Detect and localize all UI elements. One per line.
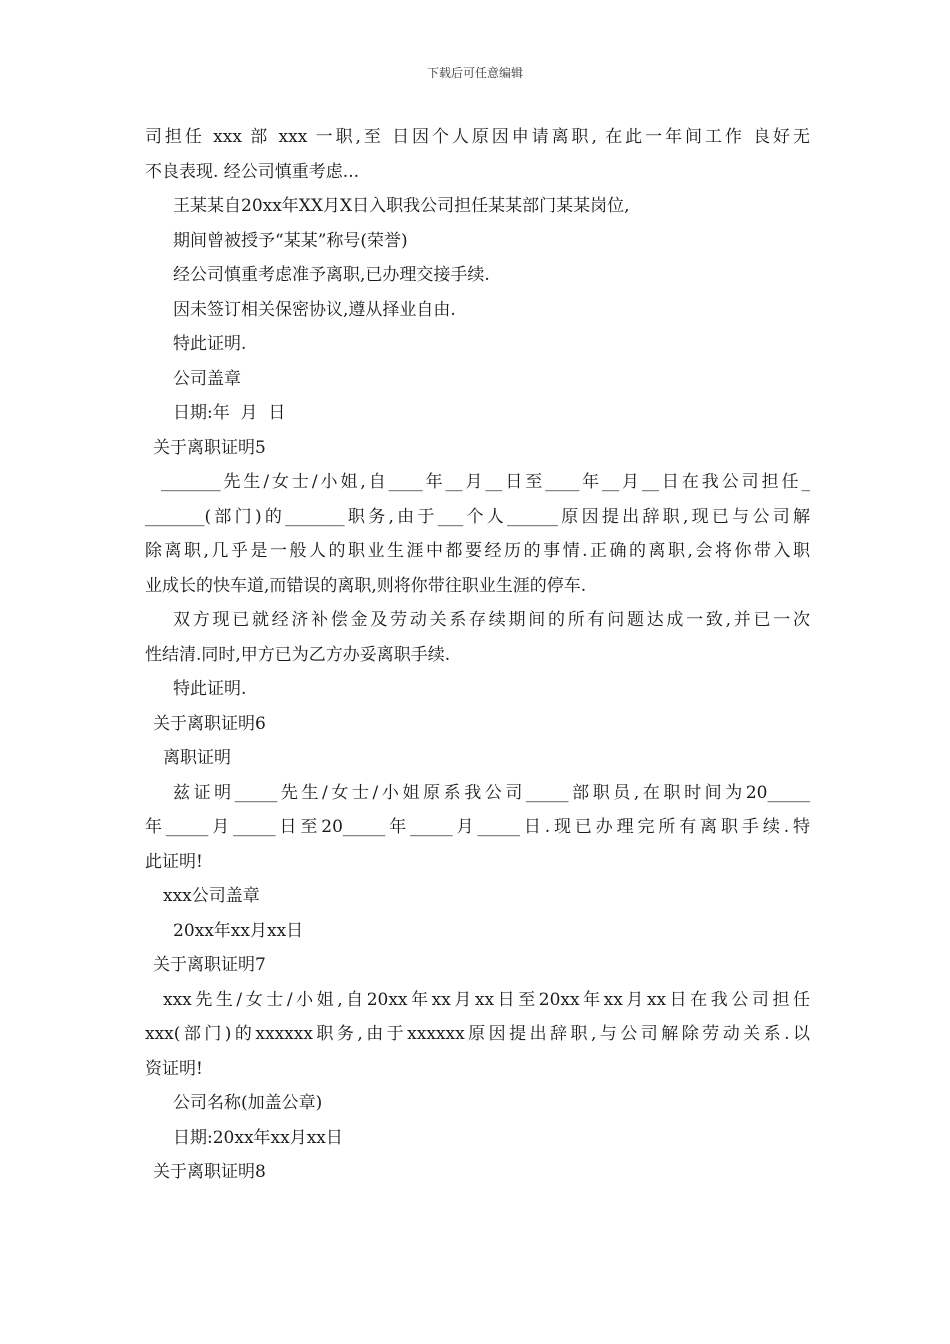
text-line: 特此证明. [173, 334, 247, 354]
text-line: 双方现已就经济补偿金及劳动关系存续期间的所有问题达成一致,并已一次 [173, 610, 810, 630]
text-line: _______先生/女士/小姐,自____年__月__日至____年__月__日在我公司担任_ [161, 472, 810, 492]
document-body [145, 120, 810, 1190]
text-line: 年_____月_____日至20_____年_____月_____日.现已办理完所有离职手续.特 [145, 817, 810, 837]
text-line: 经公司慎重考虑准予离职,已办理交接手续. [173, 265, 490, 285]
text-line: 性结清.同时,甲方已为乙方办妥离职手续. [145, 644, 451, 665]
text-line: 因未签订相关保密协议,遵从择业自由. [173, 299, 456, 320]
text-line: _______(部门)的_______职务,由于___个人______原因提出辞职,现已与公司解 [145, 506, 810, 527]
text-line: xxx公司盖章 [163, 886, 260, 906]
text-line: 20xx年xx月xx日 [173, 920, 304, 941]
text-line: 兹证明_____先生/女士/小姐原系我公司_____部职员,在职时间为20_____ [173, 782, 810, 803]
text-line: 不良表现. 经公司慎重考虑... [145, 161, 360, 182]
text-line: 公司盖章 [173, 368, 241, 389]
section-heading: 关于离职证明5 [153, 437, 266, 458]
page-header: 下载后可任意编辑 [426, 66, 523, 80]
text-line: 此证明! [145, 851, 203, 872]
text-line: 公司名称(加盖公章) [173, 1093, 323, 1113]
section-heading: 关于离职证明8 [153, 1162, 266, 1182]
text-line: 日期:年 月 日 [173, 403, 286, 423]
text-line: 业成长的快车道,而错误的离职,则将你带往职业生涯的停车. [145, 575, 587, 596]
text-line: 资证明! [145, 1058, 203, 1079]
section-heading: 关于离职证明6 [153, 713, 266, 734]
text-line: 司担任 xxx 部 xxx 一职,至 日因个人原因申请离职, 在此一年间工作 良好无 [145, 127, 810, 147]
text-line: 日期:20xx年xx月xx日 [173, 1127, 343, 1148]
text-line: 离职证明 [163, 748, 231, 768]
text-line: 除离职,几乎是一般人的职业生涯中都要经历的事情.正确的离职,会将你带入职 [145, 541, 810, 561]
text-line: xxx(部门)的xxxxxx职务,由于xxxxxx原因提出辞职,与公司解除劳动关系.以 [145, 1024, 810, 1044]
text-line: xxx先生/女士/小姐,自20xx年xx月xx日至20xx年xx月xx日在我公司担任 [163, 989, 810, 1010]
text-line: 王某某自20xx年XX月X日入职我公司担任某某部门某某岗位, [173, 196, 630, 216]
text-line: 特此证明. [173, 679, 247, 699]
section-heading: 关于离职证明7 [153, 955, 266, 975]
text-line: 期间曾被授予“某某”称号(荣誉) [173, 230, 408, 251]
